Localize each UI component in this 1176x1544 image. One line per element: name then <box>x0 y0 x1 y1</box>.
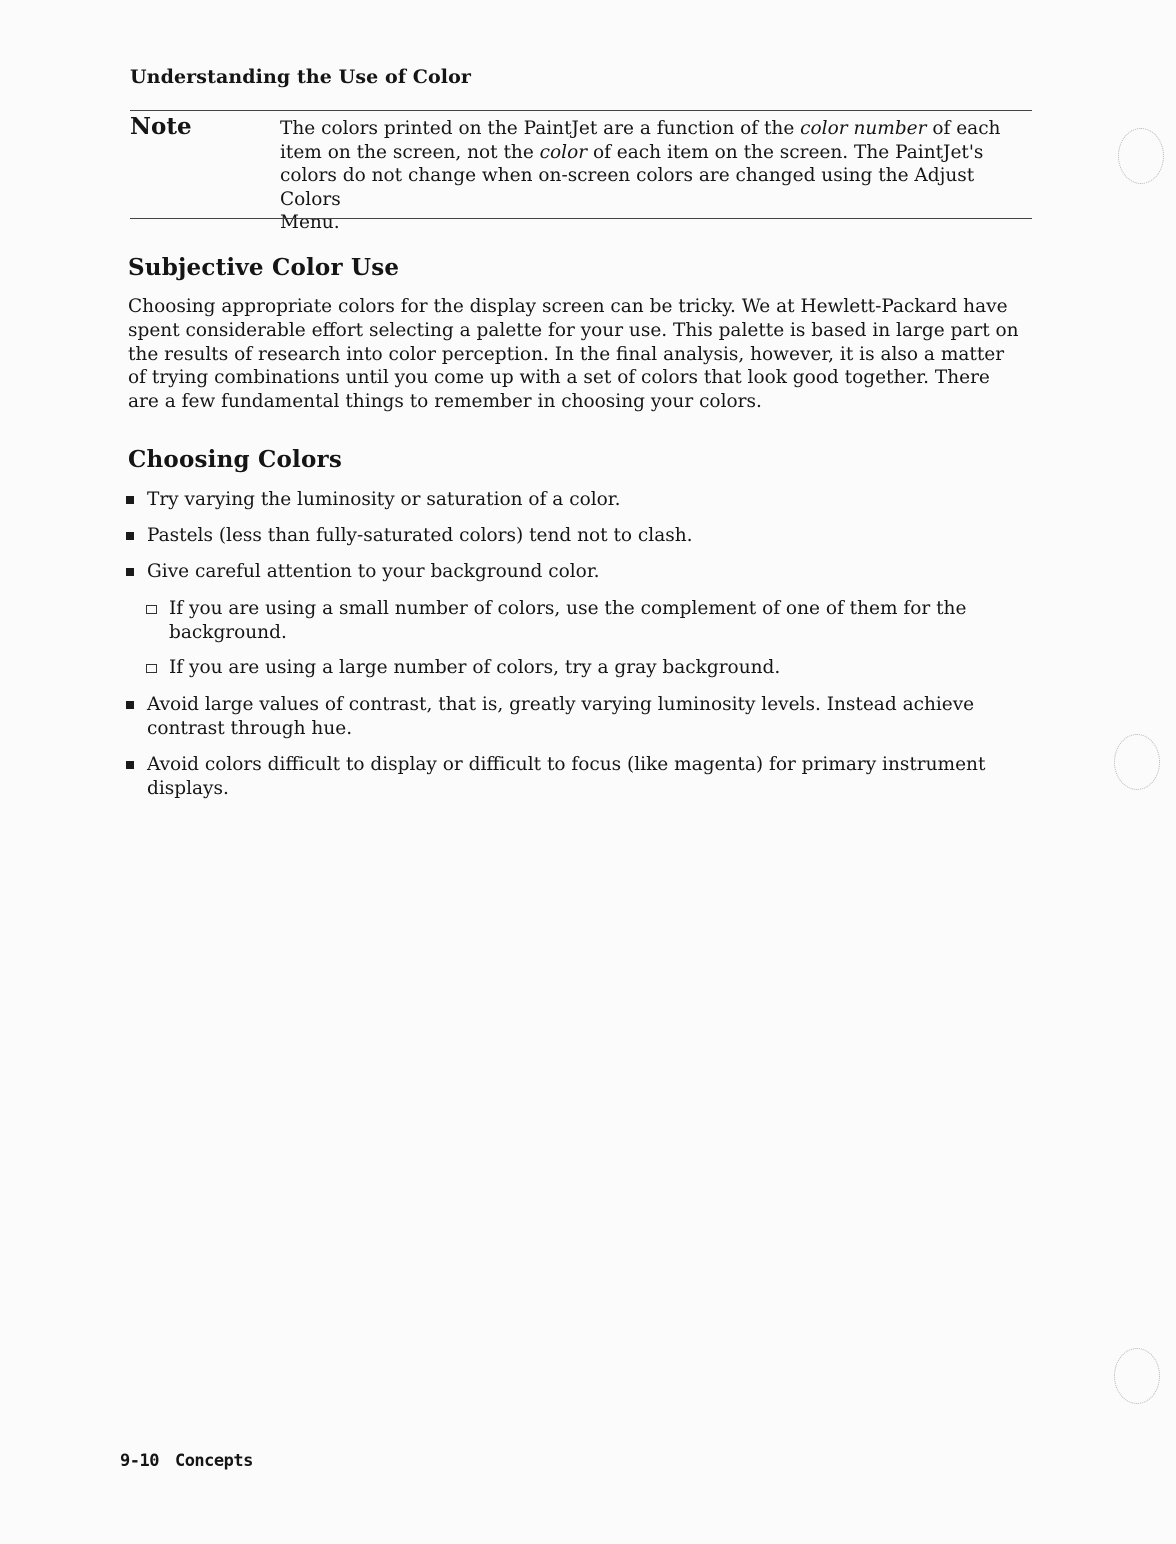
sub-bullet-item <box>146 597 1006 644</box>
page-number: 9-10 <box>120 1451 159 1471</box>
note-line4: Menu. <box>280 212 340 233</box>
page-footer <box>120 1451 253 1471</box>
bullet-item <box>126 753 1006 800</box>
hollow-box-bullet-icon <box>146 664 157 673</box>
bullet-line: Avoid large values of contrast, that is, greatly varying luminosity levels. Instead achieve <box>147 694 975 715</box>
bullet-line: contrast through hue. <box>147 717 353 739</box>
sub-bullet-line: background. <box>169 621 287 643</box>
hollow-box-bullet-icon <box>146 605 157 614</box>
sub-bullet-text <box>169 597 1006 644</box>
paragraph-line: spent considerable effort selecting a palette for your use. This palette is based in large part on <box>128 319 1019 341</box>
bullet-line: displays. <box>147 777 229 799</box>
sub-bullet-line: If you are using a small number of colors, use the complement of one of them for the <box>169 598 967 619</box>
paragraph-line: the results of research into color perception. In the final analysis, however, it is also a matter <box>128 343 1005 365</box>
square-bullet-icon <box>126 701 134 709</box>
running-header: Understanding the Use of Color <box>130 66 472 88</box>
subjective-paragraph <box>128 295 1028 414</box>
note-bottom-rule <box>130 218 1032 219</box>
bullet-item <box>126 488 1006 512</box>
choosing-heading: Choosing Colors <box>128 446 342 473</box>
square-bullet-icon <box>126 496 134 504</box>
note-label: Note <box>130 113 192 140</box>
note-text <box>280 117 1040 235</box>
bullet-text: Try varying the luminosity or saturation of a color. <box>147 489 621 510</box>
note-line2-emphasis: color <box>539 141 588 163</box>
note-line1-b: of each <box>926 118 1001 139</box>
note-line1-emphasis: color number <box>800 118 927 139</box>
note-line1-a: The colors printed on the PaintJet are a function of the <box>280 118 801 139</box>
sub-bullet-text: If you are using a large number of colors, try a gray background. <box>169 657 781 678</box>
binder-hole-icon <box>1114 734 1160 790</box>
subjective-heading: Subjective Color Use <box>128 254 400 281</box>
bullet-item <box>126 524 1006 548</box>
paragraph-line: of trying combinations until you come up with a set of colors that look good together. There <box>128 367 990 389</box>
square-bullet-icon <box>126 532 134 540</box>
bullet-line: Avoid colors difficult to display or difficult to focus (like magenta) for primary instrument <box>147 754 986 775</box>
note-line3: colors do not change when on-screen colors are changed using the Adjust Colors <box>280 165 975 210</box>
bullet-text: Pastels (less than fully-saturated colors) tend not to clash. <box>147 525 693 546</box>
note-top-rule <box>130 110 1032 111</box>
note-line2-b: of each item on the screen. The PaintJet's <box>587 141 984 163</box>
square-bullet-icon <box>126 568 134 576</box>
footer-section: Concepts <box>174 1451 253 1471</box>
bullet-text <box>147 693 1006 740</box>
bullet-text <box>147 753 1006 800</box>
binder-hole-icon <box>1114 1348 1160 1404</box>
bullet-item <box>126 560 1006 584</box>
bullet-text: Give careful attention to your background color. <box>147 561 600 582</box>
paragraph-line: Choosing appropriate colors for the display screen can be tricky. We at Hewlett-Packard have <box>128 296 1008 317</box>
paragraph-line: are a few fundamental things to remember in choosing your colors. <box>128 391 762 413</box>
sub-bullet-item <box>146 656 1006 680</box>
note-line2-a: item on the screen, not the <box>280 141 540 163</box>
square-bullet-icon <box>126 761 134 769</box>
binder-hole-icon <box>1118 128 1164 184</box>
bullet-item <box>126 693 1006 740</box>
